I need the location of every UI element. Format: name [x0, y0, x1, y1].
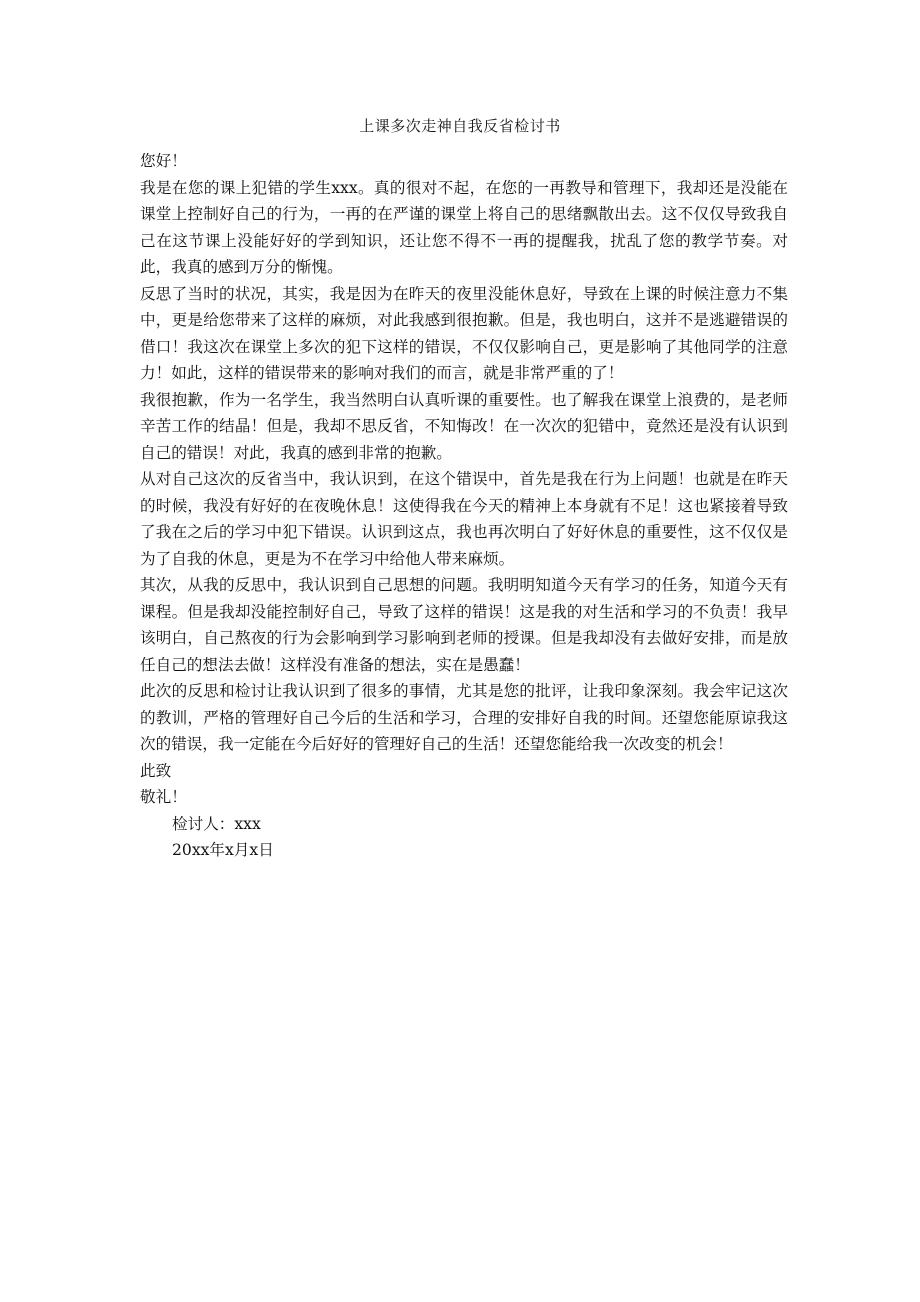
document-body [140, 148, 788, 864]
paragraph-6: 此次的反思和检讨让我认识到了很多的事情，尤其是您的批评，让我印象深刻。我会牢记这次的教训，严格的管理好自己今后的生活和学习，合理的安排好自我的时间。还望您能原谅我这次的错误，我一定能在今后好好的管理好自己的生活！还望您能给我一次改变的机会！ [140, 682, 788, 753]
paragraph-5: 其次，从我的反思中，我认识到自己思想的问题。我明明知道今天有学习的任务，知道今天有课程。但是我却没能控制好自己，导致了这样的错误！这是我的对生活和学习的不负责！我早该明白，自己熬夜的行为会影响到学习影响到老师的授课。但是我却没有去做好安排，而是放任自己的想法去做！这样没有准备的想法，实在是愚蠢！ [140, 576, 788, 674]
document-title: 上课多次走神自我反省检讨书 [359, 117, 561, 135]
signer: 检讨人：xxx [172, 814, 261, 833]
closing-line-1: 此致 [140, 761, 172, 780]
paragraph-3: 我很抱歉，作为一名学生，我当然明白认真听课的重要性。也了解我在课堂上浪费的，是老师辛苦工作的结晶！但是，我却不思反省，不知悔改！在一次次的犯错中，竟然还是没有认识到自己的错误！对此，我真的感到非常的抱歉。 [140, 390, 788, 462]
closing-line-2: 敬礼！ [140, 788, 187, 806]
paragraph-2: 反思了当时的状况，其实，我是因为在昨天的夜里没能休息好，导致在上课的时候注意力不集中，更是给您带来了这样的麻烦，对此我感到很抱歉。但是，我也明白，这并不是逃避错误的借口！我这次在课堂上多次的犯下这样的错误，不仅仅影响自己，更是影响了其他同学的注意力！如此，这样的错误带来的影响对我们的而言，就是非常严重的了！ [140, 284, 788, 382]
date: 20xx年x月x日 [172, 841, 274, 859]
paragraph-1: 我是在您的课上犯错的学生xxx。真的很对不起，在您的一再教导和管理下，我却还是没能在课堂上控制好自己的行为，一再的在严谨的课堂上将自己的思绪飘散出去。这不仅仅导致我自己在这节课上没能好好的学到知识，还让您不得不一再的提醒我，扰乱了您的教学节奏。对此，我真的感到万分的惭愧。 [140, 178, 788, 276]
paragraph-4: 从对自己这次的反省当中，我认识到，在这个错误中，首先是我在行为上问题！也就是在昨天的时候，我没有好好的在夜晚休息！这使得我在今天的精神上本身就有不足！这也紧接着导致了我在之后的学习中犯下错误。认识到这点，我也再次明白了好好休息的重要性，这不仅仅是为了自我的休息，更是为不在学习中给他人带来麻烦。 [140, 470, 788, 568]
greeting: 您好！ [140, 152, 187, 170]
